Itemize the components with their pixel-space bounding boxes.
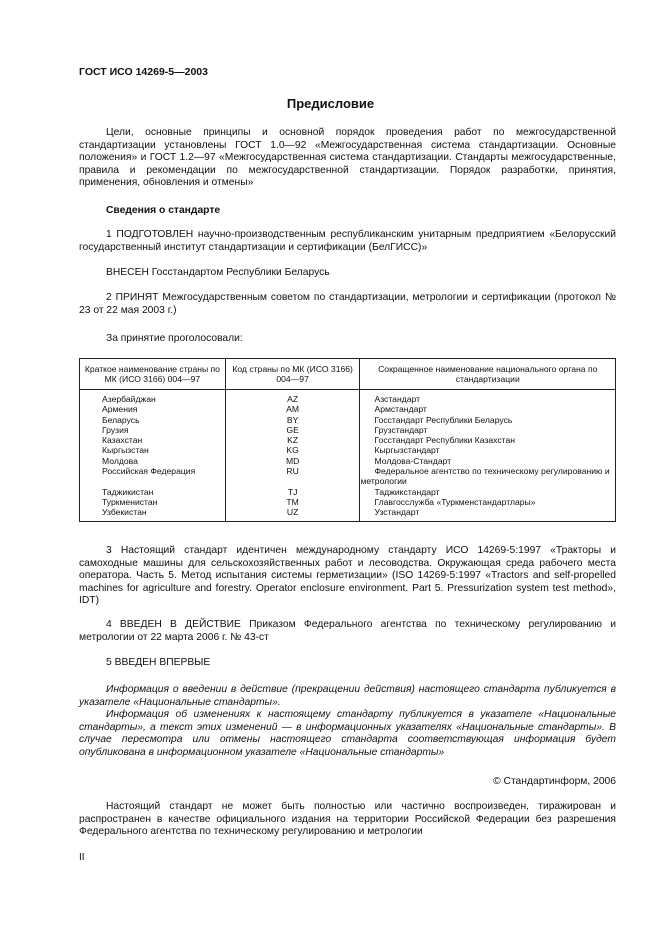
body-cell — [360, 497, 616, 507]
code-cell: AM — [225, 404, 360, 414]
body-cell — [360, 466, 616, 487]
country-cell: Кыргызстан — [80, 445, 226, 455]
body-text: Госстандарт Республики Казахстан — [374, 435, 516, 446]
body-text: Госстандарт Республики Беларусь — [374, 414, 513, 425]
table-row — [80, 435, 616, 445]
table-row — [80, 497, 616, 507]
code-cell: TM — [225, 497, 360, 507]
country-cell: Таджикистан — [80, 487, 226, 497]
table-row — [80, 415, 616, 425]
header-code: Код страны по МК (ИСО 3166) 004—97 — [225, 359, 360, 390]
country-cell: Молдова — [80, 456, 226, 466]
body-text: Армстандарт — [374, 404, 427, 415]
introduced-paragraph: ВНЕСЕН Госстандартом Республики Беларусь — [106, 267, 330, 278]
code-cell: BY — [225, 415, 360, 425]
body-text: Таджикстандарт — [374, 486, 440, 497]
table-row — [80, 425, 616, 435]
code-cell: GE — [225, 425, 360, 435]
body-text: Азстандарт — [374, 394, 421, 404]
code-cell: MD — [225, 456, 360, 466]
body-text: Федеральное агентство по техническому регулированию и метрологии — [360, 466, 610, 487]
body-cell — [360, 507, 616, 521]
code-cell: AZ — [225, 390, 360, 405]
intro-paragraph: Цели, основные принципы и основной порядок проведения работ по межгосударственной стандартизации установлены ГОСТ 1.0—92 «Межгосударственная система стандартизации. Основные положения» и ГОСТ 1.2—97 «Межгосударственная система стандартизации. Стандарты межгосударственные, правила и рекомендации по межгосударственной стандартизации. Порядок разработки, принятия, применения, обновления и отмены» — [79, 127, 616, 189]
body-cell — [360, 435, 616, 445]
code-cell: TJ — [225, 487, 360, 497]
body-cell — [360, 404, 616, 414]
voting-table — [79, 358, 616, 522]
item-2-paragraph: 2 ПРИНЯТ Межгосударственным советом по стандартизации, метрологии и сертификации (протокол № 23 от 22 мая 2003 г.) — [79, 292, 616, 316]
body-cell — [360, 487, 616, 497]
standard-header: ГОСТ ИСО 14269-5—2003 — [79, 66, 208, 78]
table-header-row — [80, 359, 616, 390]
table-row — [80, 466, 616, 487]
table-row — [80, 404, 616, 414]
body-cell — [360, 425, 616, 435]
item-5-paragraph: 5 ВВЕДЕН ВПЕРВЫЕ — [106, 657, 211, 668]
page-title: Предисловие — [286, 96, 375, 111]
item-3-paragraph: 3 Настоящий стандарт идентичен международному стандарту ИСО 14269-5:1997 «Тракторы и самоходные машины для сельскохозяйственных работ и лесоводства. Окружающая среда рабочего места оператора. Часть 5. Метод испытания системы герметизации» (ISO 14269-5:1997 «Tractors and self-propelled machines for agriculture and forestry. Operator enclosure environment. Part 5. Pressurization system test method», IDT) — [79, 545, 616, 607]
body-text: Узстандарт — [374, 507, 420, 518]
table-row — [80, 487, 616, 497]
body-text: Грузстандарт — [374, 424, 428, 435]
body-cell — [360, 390, 616, 405]
body-text: Главгосслужба «Туркменстандартлары» — [374, 496, 536, 507]
body-cell — [360, 445, 616, 455]
section-heading: Сведения о стандарте — [106, 205, 221, 216]
table-row — [80, 456, 616, 466]
body-text: Кыргызстандарт — [374, 445, 440, 456]
body-cell — [360, 456, 616, 466]
header-country: Краткое наименование страны по МК (ИСО 3166) 004—97 — [80, 359, 226, 390]
country-cell: Российская Федерация — [80, 466, 226, 487]
reproduction-notice: Настоящий стандарт не может быть полностью или частично воспроизведен, тиражирован и распространен в качестве официального издания на территории Российской Федерации без разрешения Федерального агентства по техническому регулированию и метрологии — [79, 801, 616, 838]
table-row — [80, 445, 616, 455]
country-cell: Армения — [80, 404, 226, 414]
info-changes-paragraph: Информация об изменениях к настоящему стандарту публикуется в указателе «Национальные стандарты», а текст этих изменений — в информационных указателях «Национальные стандарты». В случае пересмотра или отмены настоящего стандарта соответствующая информация будет опубликована в информационном указателе «Национальные стандарты» — [79, 709, 616, 758]
vote-intro: За принятие проголосовали: — [106, 333, 243, 344]
country-cell: Узбекистан — [80, 507, 226, 521]
country-cell: Грузия — [80, 425, 226, 435]
country-cell: Беларусь — [80, 415, 226, 425]
code-cell: UZ — [225, 507, 360, 521]
country-cell: Казахстан — [80, 435, 226, 445]
body-text: Молдова-Стандарт — [374, 455, 452, 466]
table-row — [80, 390, 616, 405]
code-cell: KZ — [225, 435, 360, 445]
table-row — [80, 507, 616, 521]
code-cell: KG — [225, 445, 360, 455]
copyright-line: © Стандартинформ, 2006 — [493, 776, 616, 787]
info-publication-paragraph: Информация о введении в действие (прекращении действия) настоящего стандарта публикуется в указателе «Национальные стандарты». — [79, 684, 616, 708]
item-1-paragraph: 1 ПОДГОТОВЛЕН научно-производственным республиканским унитарным предприятием «Белорусский государственный институт стандартизации и сертификации (БелГИСС)» — [79, 229, 616, 253]
body-cell — [360, 415, 616, 425]
country-cell: Туркменистан — [80, 497, 226, 507]
item-4-paragraph: 4 ВВЕДЕН В ДЕЙСТВИЕ Приказом Федерального агентства по техническому регулированию и метрологии от 22 марта 2006 г. № 43-ст — [79, 619, 616, 643]
code-cell: RU — [225, 466, 360, 487]
country-cell: Азербайджан — [80, 390, 226, 405]
header-body: Сокращенное наименование национального органа по стандартизации — [360, 359, 616, 390]
page-number: II — [79, 852, 85, 863]
